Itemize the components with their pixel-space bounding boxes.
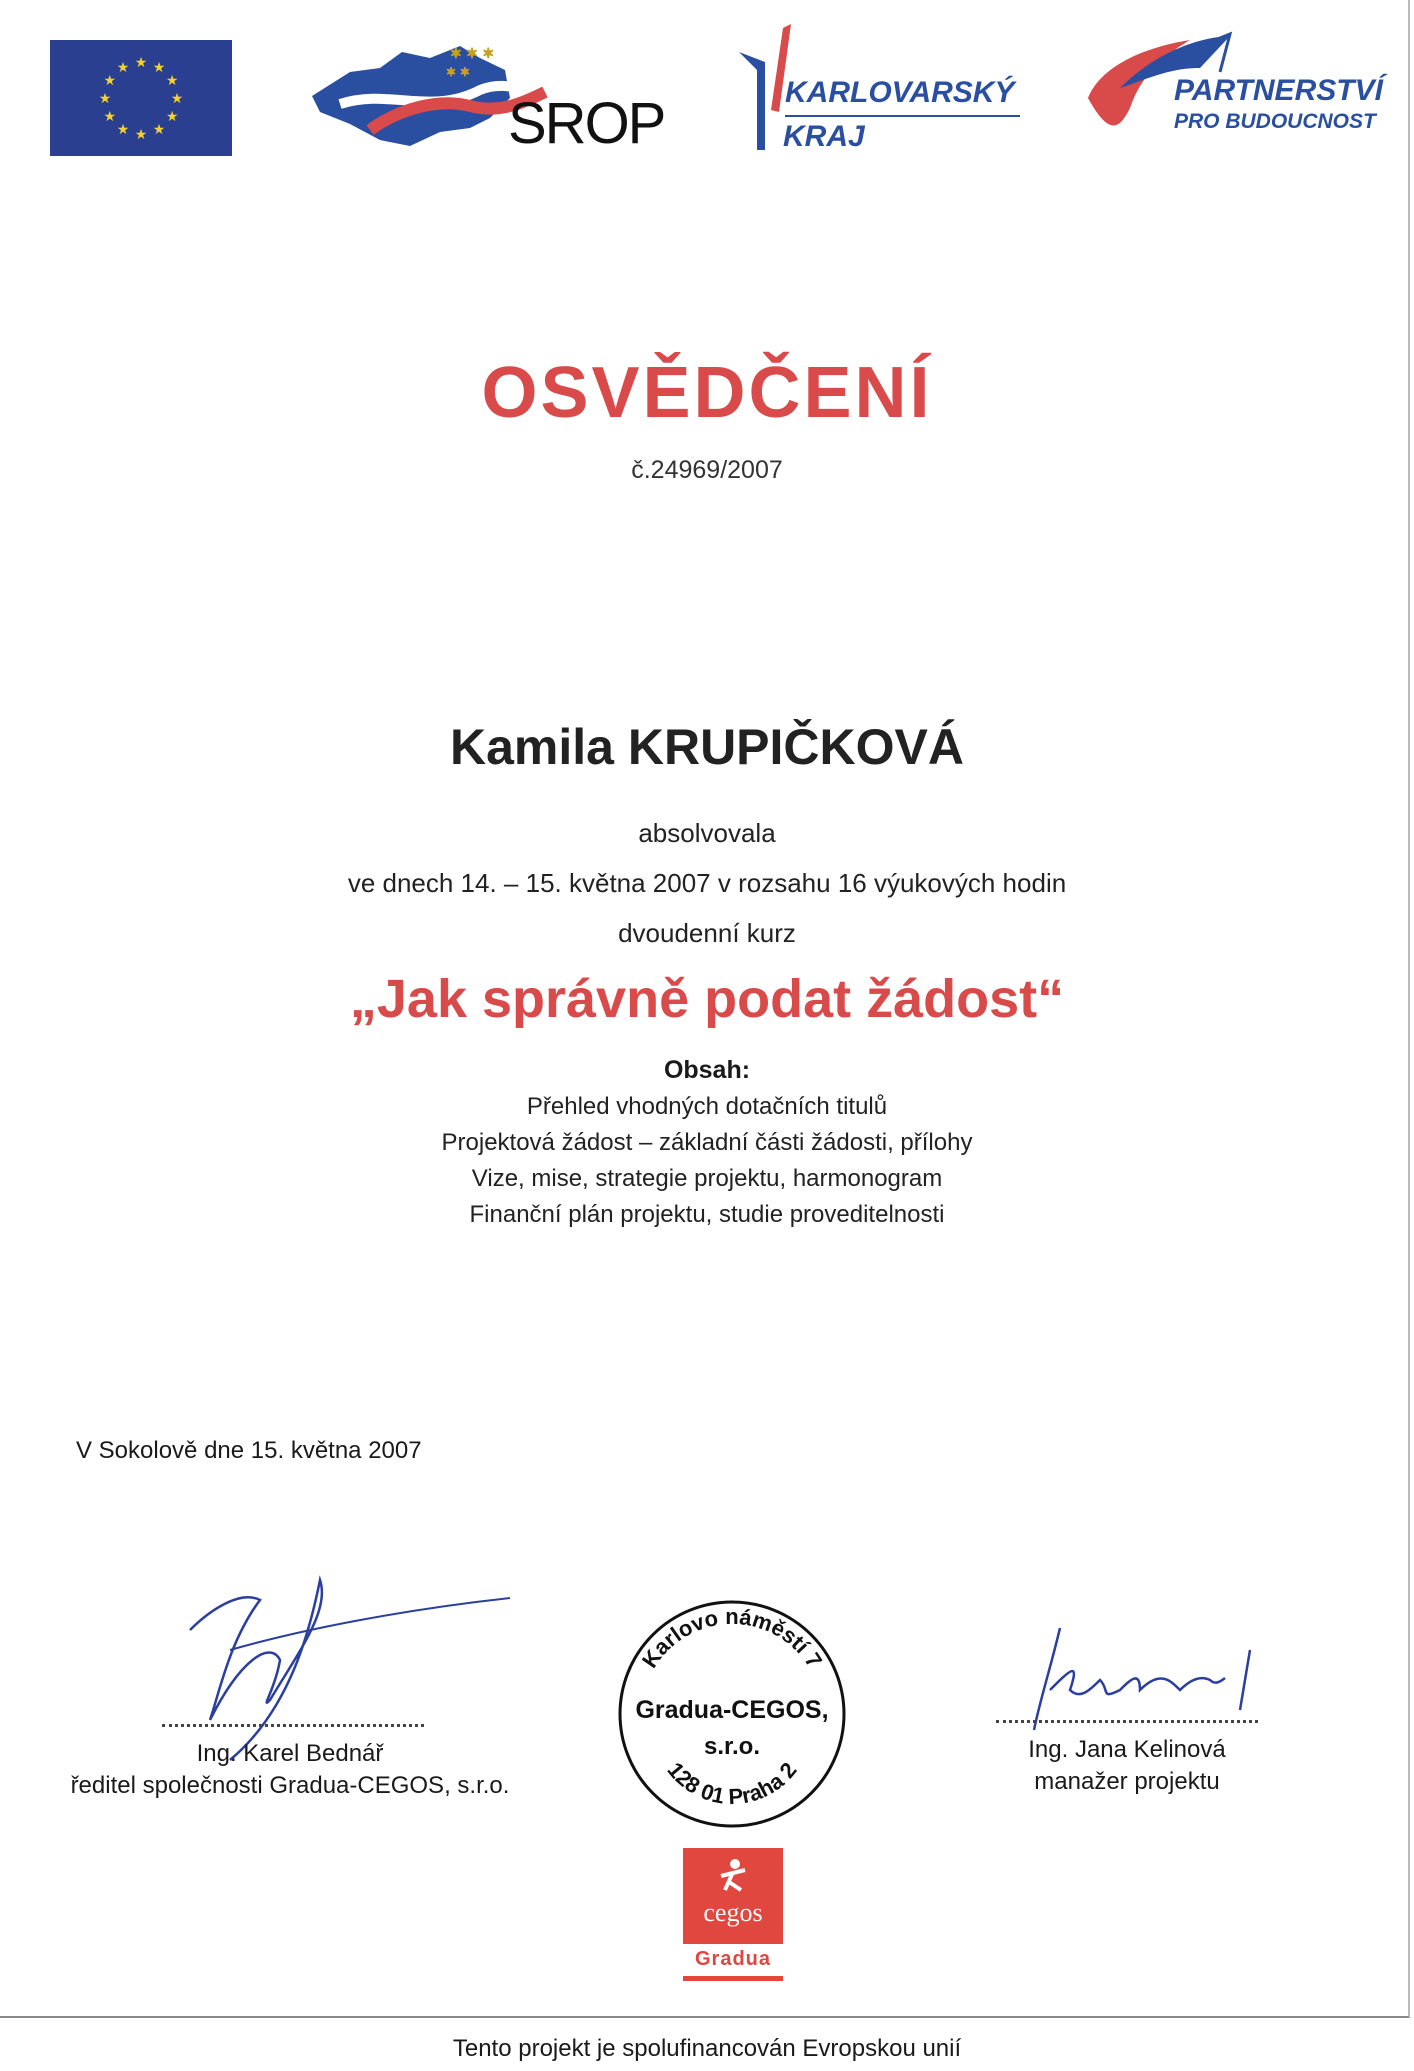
stamp-suffix: s.r.o. (703, 1733, 761, 1760)
contents-item: Finanční plán projektu, studie proveditelnosti (469, 1201, 945, 1228)
right-signatory (977, 1734, 1277, 1798)
karlovarsky-line2: KRAJ (783, 120, 865, 153)
eu-flag-logo (50, 40, 232, 156)
cegos-figure-icon (711, 1856, 755, 1896)
course-dates: ve dnech 14. – 15. května 2007 v rozsahu 16 výukových hodin (347, 868, 1067, 898)
eu-star-icon: ★ (170, 91, 184, 107)
certificate-number: č.24969/2007 (631, 456, 783, 484)
gradua-underline (683, 1976, 783, 1981)
right-signature-line (996, 1720, 1258, 1723)
stamp-company: Gradua-CEGOS, (635, 1696, 829, 1724)
karlovarsky-kraj-logo (735, 22, 1035, 152)
svg-text:✶ ✶: ✶ ✶ (446, 65, 470, 79)
company-stamp (612, 1594, 852, 1834)
eu-star-icon: ★ (165, 109, 179, 125)
svg-text:✶ ✶ ✶: ✶ ✶ ✶ (450, 46, 495, 62)
stamp-top-arc: Karlovo náměstí 7 (636, 1603, 828, 1673)
contents-item: Přehled vhodných dotačních titulů (526, 1093, 888, 1120)
left-signatory-role: ředitel společnosti Gradua-CEGOS, s.r.o. (70, 1772, 510, 1799)
eu-star-icon: ★ (134, 127, 148, 143)
eu-star-icon: ★ (116, 122, 130, 139)
eu-star-icon: ★ (152, 59, 166, 76)
left-signatory-name: Ing. Karel Bednář (196, 1740, 384, 1767)
recipient-name: Kamila KRUPIČKOVÁ (450, 719, 964, 775)
contents-item: Vize, mise, strategie projektu, harmonogram (471, 1165, 943, 1192)
eu-star-icon: ★ (165, 73, 179, 89)
footer-note: Tento projekt je spolufinancován Evropskou unií (452, 2035, 962, 2062)
certificate-title: OSVĚDČENÍ (481, 353, 933, 433)
partnerstvi-line2: PRO BUDOUCNOST (1174, 110, 1376, 133)
eu-star-icon: ★ (134, 55, 148, 71)
right-signatory-role: manažer projektu (1034, 1768, 1220, 1795)
svg-text:Karlovo náměstí 7 (637, 1604, 827, 1672)
cegos-wordmark: cegos (703, 1898, 763, 1927)
partnerstvi-line1: PARTNERSTVÍ (1174, 74, 1383, 107)
left-signatory (60, 1738, 520, 1802)
eu-star-icon: ★ (152, 122, 166, 139)
right-signatory-name: Ing. Jana Kelinová (1028, 1736, 1226, 1763)
stamp-bottom-arc: 128 01 Praha 2 (662, 1757, 802, 1810)
srop-logo (310, 28, 670, 158)
svg-text:128 01 Praha 2 (662, 1757, 801, 1809)
srop-wordmark: SROP (508, 91, 665, 156)
place-and-date: V Sokolově dne 15. května 2007 (76, 1437, 422, 1464)
left-signature-line (162, 1724, 424, 1727)
eu-star-icon: ★ (98, 91, 112, 107)
partnerstvi-logo (1080, 28, 1383, 148)
eu-star-icon: ★ (103, 73, 117, 89)
contents-heading: Obsah: (663, 1056, 751, 1084)
karlovarsky-line1: KARLOVARSKÝ (785, 76, 1015, 109)
gradua-wordmark: Gradua (694, 1948, 772, 1970)
completion-verb: absolvovala (638, 818, 776, 848)
cegos-gradua-logo (683, 1848, 783, 1984)
course-type: dvoudenní kurz (618, 918, 796, 948)
course-title: „Jak správně podat žádost“ (349, 969, 1065, 1029)
eu-star-icon: ★ (116, 59, 130, 76)
eu-star-icon: ★ (103, 109, 117, 125)
contents-item: Projektová žádost – základní části žádosti, přílohy (441, 1129, 973, 1156)
